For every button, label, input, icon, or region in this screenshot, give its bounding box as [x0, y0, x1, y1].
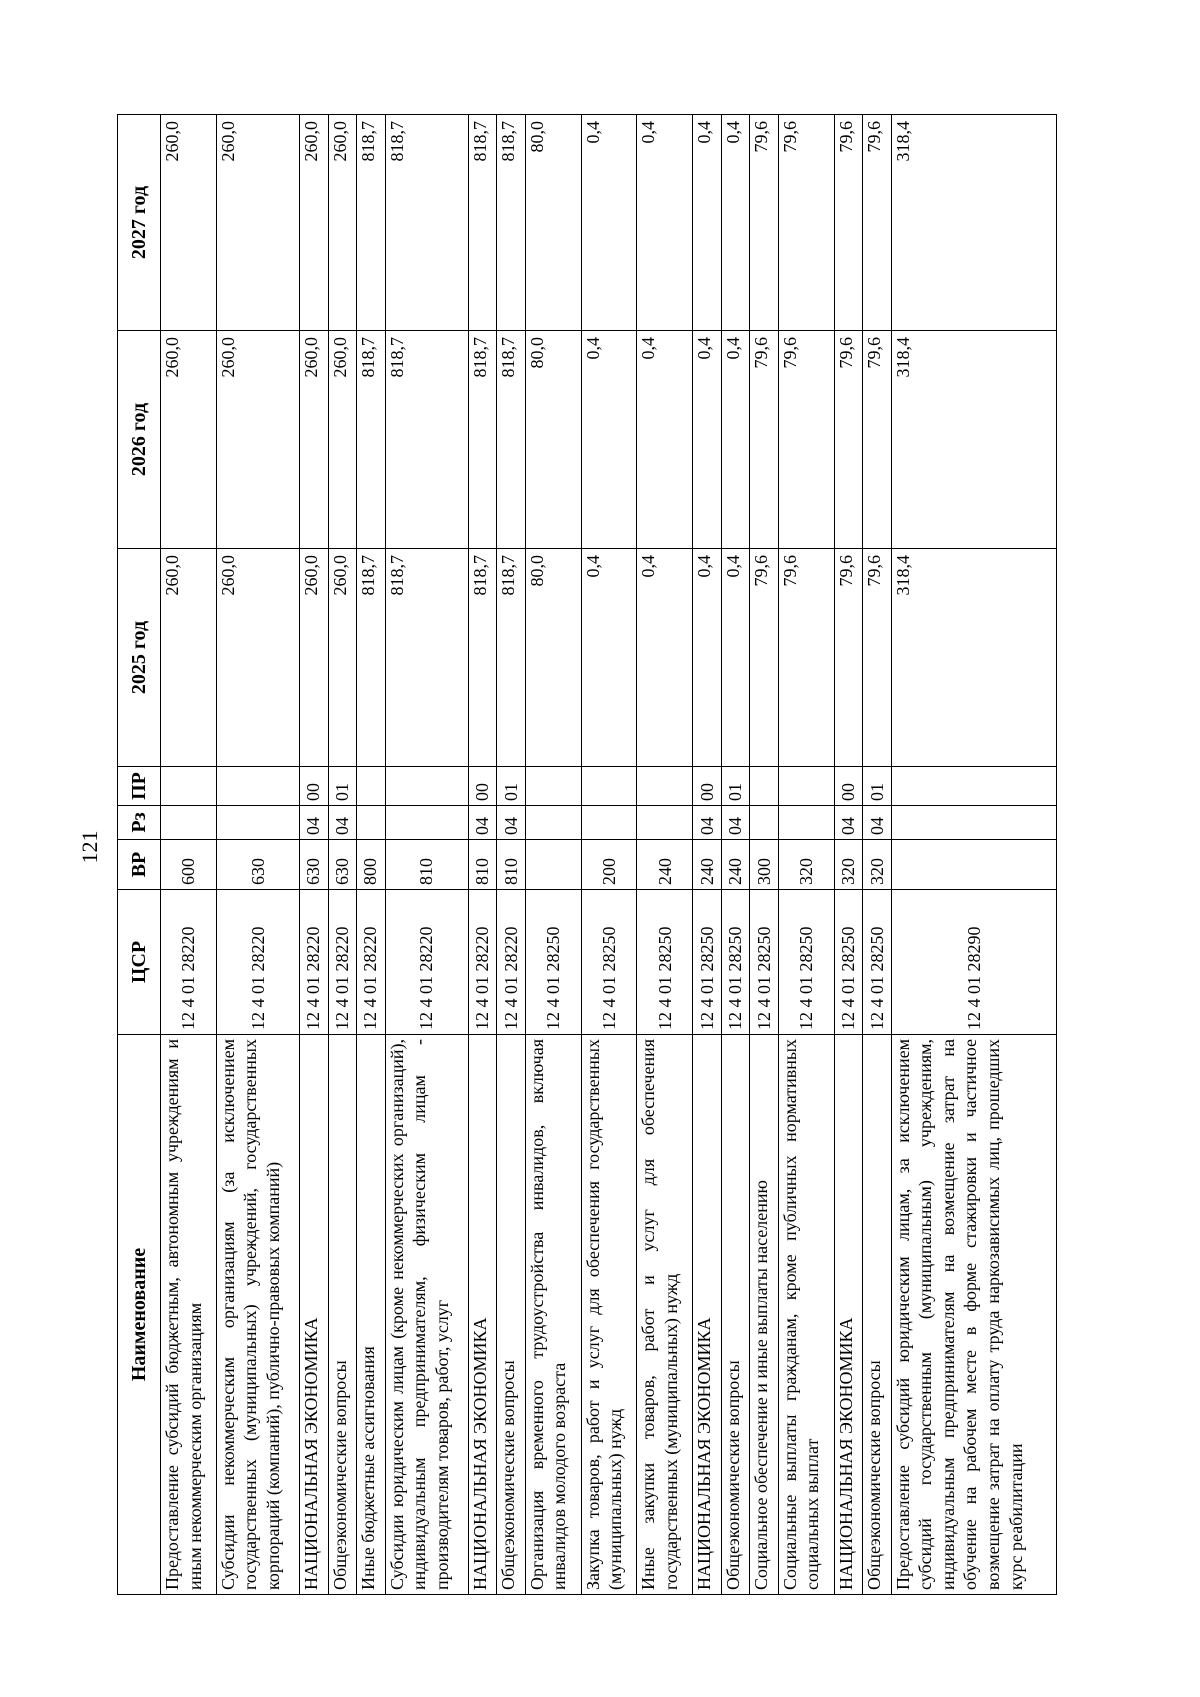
- row-rz: [891, 806, 1056, 840]
- row-2025: 79,6: [863, 549, 892, 767]
- row-2025: 79,6: [750, 549, 779, 767]
- row-rz: 04: [468, 806, 497, 840]
- row-2025: 79,6: [834, 549, 863, 767]
- row-csr: 12 4 01 28220: [357, 890, 386, 1035]
- row-2027: 0,4: [581, 115, 637, 331]
- row-csr: 12 4 01 28250: [525, 890, 581, 1035]
- row-pr: 00: [693, 767, 722, 806]
- row-name: Общеэкономические вопросы: [328, 1035, 357, 1595]
- row-name: Общеэкономические вопросы: [497, 1035, 526, 1595]
- row-vr: 600: [161, 840, 217, 890]
- row-2025: 260,0: [300, 549, 329, 767]
- row-vr: 630: [300, 840, 329, 890]
- row-2027: 79,6: [750, 115, 779, 331]
- row-2026: 260,0: [328, 331, 357, 549]
- row-2026: 0,4: [693, 331, 722, 549]
- row-2027: 79,6: [834, 115, 863, 331]
- table-row: [216, 115, 299, 1595]
- row-2026: 818,7: [385, 331, 468, 549]
- row-2025: 79,6: [778, 549, 834, 767]
- row-vr: 240: [721, 840, 750, 890]
- row-pr: [357, 767, 386, 806]
- row-name: Общеэкономические вопросы: [863, 1035, 892, 1595]
- row-pr: 00: [834, 767, 863, 806]
- row-2026: 318,4: [891, 331, 1056, 549]
- row-csr: 12 4 01 28250: [581, 890, 637, 1035]
- row-vr: 810: [468, 840, 497, 890]
- row-name: Иные закупки товаров, работ и услуг для обеспечения государственных (муниципальных) нужд: [637, 1035, 693, 1595]
- row-csr: 12 4 01 28250: [721, 890, 750, 1035]
- row-2027: 80,0: [525, 115, 581, 331]
- row-pr: [385, 767, 468, 806]
- row-2025: 80,0: [525, 549, 581, 767]
- header-rz: Рз: [118, 806, 161, 840]
- row-vr: 240: [693, 840, 722, 890]
- row-2027: 0,4: [637, 115, 693, 331]
- table-row: [300, 115, 329, 1595]
- row-name: НАЦИОНАЛЬНАЯ ЭКОНОМИКА: [468, 1035, 497, 1595]
- row-rz: [750, 806, 779, 840]
- table-row: [637, 115, 693, 1595]
- table-row: [357, 115, 386, 1595]
- row-2027: 79,6: [778, 115, 834, 331]
- row-rz: [637, 806, 693, 840]
- row-2026: 79,6: [750, 331, 779, 549]
- row-csr: 12 4 01 28220: [328, 890, 357, 1035]
- header-2026: 2026 год: [118, 331, 161, 549]
- row-rz: 04: [721, 806, 750, 840]
- table-row: [834, 115, 863, 1595]
- header-name: Наименование: [118, 1035, 161, 1595]
- row-2025: 818,7: [385, 549, 468, 767]
- row-pr: 00: [468, 767, 497, 806]
- header-pr: ПР: [118, 767, 161, 806]
- row-name: Общеэкономические вопросы: [721, 1035, 750, 1595]
- row-pr: 00: [300, 767, 329, 806]
- row-2026: 260,0: [216, 331, 299, 549]
- row-vr: 810: [497, 840, 526, 890]
- row-2025: 260,0: [161, 549, 217, 767]
- row-2026: 79,6: [778, 331, 834, 549]
- row-2027: 0,4: [693, 115, 722, 331]
- row-2027: 818,7: [357, 115, 386, 331]
- row-rz: [778, 806, 834, 840]
- table-row: [581, 115, 637, 1595]
- row-csr: 12 4 01 28250: [637, 890, 693, 1035]
- row-2027: 818,7: [468, 115, 497, 331]
- table-row: [328, 115, 357, 1595]
- row-vr: [525, 840, 581, 890]
- row-vr: 630: [216, 840, 299, 890]
- row-2025: 0,4: [581, 549, 637, 767]
- row-2027: 818,7: [385, 115, 468, 331]
- row-vr: [891, 840, 1056, 890]
- row-name: Организация временного трудоустройства инвалидов, включая инвалидов молодого возраста: [525, 1035, 581, 1595]
- row-2027: 79,6: [863, 115, 892, 331]
- row-csr: 12 4 01 28250: [750, 890, 779, 1035]
- row-csr: 12 4 01 28220: [161, 890, 217, 1035]
- row-name: НАЦИОНАЛЬНАЯ ЭКОНОМИКА: [834, 1035, 863, 1595]
- row-name: Предоставление субсидий бюджетным, автономным учреждениям и иным некоммерческим организациям: [161, 1035, 217, 1595]
- row-name: Иные бюджетные ассигнования: [357, 1035, 386, 1595]
- table-row: [693, 115, 722, 1595]
- row-pr: 01: [721, 767, 750, 806]
- row-name: Социальное обеспечение и иные выплаты населению: [750, 1035, 779, 1595]
- header-csr: ЦСР: [118, 890, 161, 1035]
- row-2025: 0,4: [693, 549, 722, 767]
- header-2025: 2025 год: [118, 549, 161, 767]
- row-2025: 818,7: [357, 549, 386, 767]
- row-rz: 04: [300, 806, 329, 840]
- row-csr: 12 4 01 28250: [778, 890, 834, 1035]
- row-rz: 04: [863, 806, 892, 840]
- row-2026: 818,7: [497, 331, 526, 549]
- row-pr: 01: [863, 767, 892, 806]
- row-csr: 12 4 01 28220: [468, 890, 497, 1035]
- row-rz: [581, 806, 637, 840]
- row-rz: [525, 806, 581, 840]
- row-2026: 79,6: [834, 331, 863, 549]
- row-2025: 260,0: [328, 549, 357, 767]
- table-row: [891, 115, 1056, 1595]
- row-name: Социальные выплаты гражданам, кроме публичных нормативных социальных выплат: [778, 1035, 834, 1595]
- row-2025: 0,4: [637, 549, 693, 767]
- row-2027: 260,0: [216, 115, 299, 331]
- row-2026: 79,6: [863, 331, 892, 549]
- table-row: [525, 115, 581, 1595]
- row-name: НАЦИОНАЛЬНАЯ ЭКОНОМИКА: [300, 1035, 329, 1595]
- row-pr: 01: [497, 767, 526, 806]
- row-2026: 0,4: [637, 331, 693, 549]
- row-vr: 630: [328, 840, 357, 890]
- row-rz: [385, 806, 468, 840]
- row-2027: 318,4: [891, 115, 1056, 331]
- row-2027: 260,0: [328, 115, 357, 331]
- row-pr: [891, 767, 1056, 806]
- page-number: 121: [77, 830, 102, 864]
- table-row: [497, 115, 526, 1595]
- row-csr: 12 4 01 28220: [497, 890, 526, 1035]
- table-row: [468, 115, 497, 1595]
- row-2025: 818,7: [497, 549, 526, 767]
- row-vr: 300: [750, 840, 779, 890]
- row-2026: 0,4: [721, 331, 750, 549]
- row-pr: [581, 767, 637, 806]
- row-name: Субсидии некоммерческим организациям (за исключением государственных (муниципальных) учреждений, государственных корпораций (компаний), публично-правовых компаний): [216, 1035, 299, 1595]
- table-row: [863, 115, 892, 1595]
- row-pr: [525, 767, 581, 806]
- row-csr: 12 4 01 28250: [863, 890, 892, 1035]
- table-row: [161, 115, 217, 1595]
- row-rz: [161, 806, 217, 840]
- row-2026: 818,7: [468, 331, 497, 549]
- row-vr: 240: [637, 840, 693, 890]
- row-2027: 260,0: [300, 115, 329, 331]
- row-csr: 12 4 01 28290: [891, 890, 1056, 1035]
- rotated-table-container: [117, 115, 1057, 1595]
- row-csr: 12 4 01 28250: [693, 890, 722, 1035]
- row-name: Предоставление субсидий юридическим лицам, за исключением субсидий государственным (муниципальным) учреждениям, индивидуальным предпринимателям на возмещение затрат на обучение на рабочем месте в форме стажировки и частичное возмещение затрат на оплату труда наркозависимых лиц, прошедших курс реабилитации: [891, 1035, 1056, 1595]
- row-2026: 260,0: [161, 331, 217, 549]
- table-row: [385, 115, 468, 1595]
- row-vr: 320: [834, 840, 863, 890]
- row-name: НАЦИОНАЛЬНАЯ ЭКОНОМИКА: [693, 1035, 722, 1595]
- row-vr: 320: [778, 840, 834, 890]
- row-rz: [216, 806, 299, 840]
- budget-table: [117, 114, 1057, 1595]
- row-csr: 12 4 01 28220: [300, 890, 329, 1035]
- row-csr: 12 4 01 28220: [385, 890, 468, 1035]
- row-2027: 818,7: [497, 115, 526, 331]
- row-2025: 818,7: [468, 549, 497, 767]
- row-2027: 0,4: [721, 115, 750, 331]
- row-2027: 260,0: [161, 115, 217, 331]
- row-pr: 01: [328, 767, 357, 806]
- row-rz: 04: [693, 806, 722, 840]
- row-rz: 04: [834, 806, 863, 840]
- row-vr: 320: [863, 840, 892, 890]
- row-csr: 12 4 01 28250: [834, 890, 863, 1035]
- table-header-row: [118, 115, 161, 1595]
- row-2025: 0,4: [721, 549, 750, 767]
- row-name: Субсидии юридическим лицам (кроме некоммерческих организаций), индивидуальным предпринимателям, физическим лицам - производителям товаров, работ, услуг: [385, 1035, 468, 1595]
- row-pr: [216, 767, 299, 806]
- row-pr: [637, 767, 693, 806]
- row-2026: 80,0: [525, 331, 581, 549]
- header-2027: 2027 год: [118, 115, 161, 331]
- row-2026: 818,7: [357, 331, 386, 549]
- row-rz: [357, 806, 386, 840]
- row-2025: 260,0: [216, 549, 299, 767]
- row-pr: [750, 767, 779, 806]
- row-vr: 800: [357, 840, 386, 890]
- table-row: [721, 115, 750, 1595]
- row-2026: 260,0: [300, 331, 329, 549]
- row-pr: [161, 767, 217, 806]
- row-vr: 200: [581, 840, 637, 890]
- row-vr: 810: [385, 840, 468, 890]
- row-rz: 04: [328, 806, 357, 840]
- table-row: [778, 115, 834, 1595]
- row-name: Закупка товаров, работ и услуг для обеспечения государственных (муниципальных) нужд: [581, 1035, 637, 1595]
- row-2025: 318,4: [891, 549, 1056, 767]
- header-vr: ВР: [118, 840, 161, 890]
- row-rz: 04: [497, 806, 526, 840]
- row-pr: [778, 767, 834, 806]
- row-2026: 0,4: [581, 331, 637, 549]
- row-csr: 12 4 01 28220: [216, 890, 299, 1035]
- table-row: [750, 115, 779, 1595]
